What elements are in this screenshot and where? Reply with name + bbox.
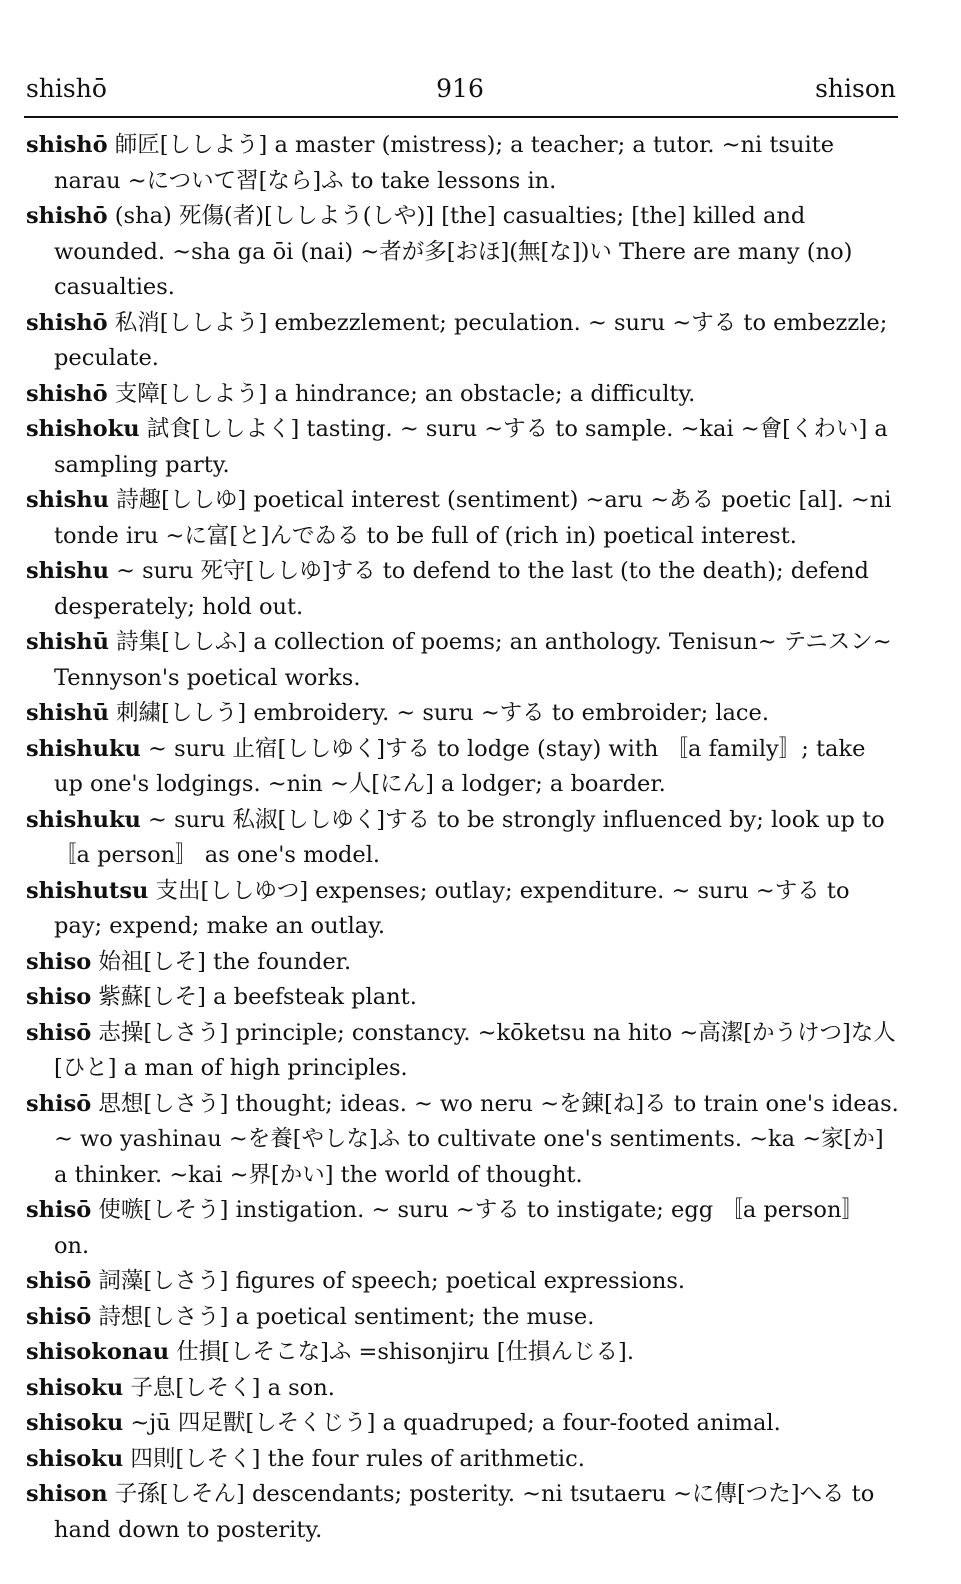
dictionary-entry (26, 1016, 900, 1087)
dictionary-entry (26, 732, 900, 803)
entry-headword: shisoku (26, 1410, 124, 1436)
dictionary-entry (26, 306, 900, 377)
entry-headword: shishu (26, 558, 109, 584)
dictionary-entry (26, 1477, 900, 1548)
dictionary-entry (26, 1087, 900, 1194)
header-first-word: shishō (26, 74, 107, 103)
entry-headword: shisō (26, 1268, 92, 1294)
entry-definition: ~ suru 死守[ししゆ]する to defend to the last (to the death); defend desperately; hold out. (54, 558, 869, 620)
entry-headword: shisokonau (26, 1339, 170, 1365)
entry-definition: 師匠[ししよう] a master (mistress); a teacher; a tutor. ~ni tsuite narau ~について習[なら]ふ to take lessons in. (54, 132, 835, 194)
entry-definition: 始祖[しそ] the founder. (91, 948, 352, 975)
entry-definition: ~jū 四足獸[しそくじう] a quadruped; a four-footed animal. (123, 1410, 781, 1436)
entry-definition: 詩想[しさう] a poetical sentiment; the muse. (91, 1303, 595, 1330)
page-number: 916 (436, 74, 484, 103)
entry-headword: shisō (26, 1197, 92, 1223)
entry-headword: shisō (26, 1303, 92, 1330)
dictionary-entry (26, 483, 900, 554)
entry-definition: 詞藻[しさう] figures of speech; poetical expressions. (91, 1268, 686, 1294)
entry-definition: 使嗾[しそう] instigation. ~ suru ~する to instigate; egg 〚a person〛 on. (54, 1197, 864, 1259)
dictionary-entry (26, 1300, 900, 1336)
header-last-word: shison (815, 74, 896, 103)
entry-definition: 志操[しさう] principle; constancy. ~kōketsu na hito ~高潔[かうけつ]な人[ひと] a man of high principles. (54, 1019, 896, 1081)
entry-definition: 子孫[しそん] descendants; posterity. ~ni tsutaeru ~に傳[つた]へる to hand down to posterity. (54, 1481, 875, 1543)
entry-headword: shishō (26, 309, 108, 336)
header-rule (24, 116, 898, 118)
entry-headword: shisō (26, 1019, 92, 1046)
entry-headword: shishoku (26, 416, 140, 442)
entry-definition: 私消[ししよう] embezzlement; peculation. ~ suru ~する to embezzle; peculate. (54, 309, 888, 371)
dictionary-entry (26, 803, 900, 874)
entry-definition: 支出[ししゆつ] expenses; outlay; expenditure. ~ suru ~する to pay; expend; make an outlay. (54, 877, 850, 939)
entry-definition: 四則[しそく] the four rules of arithmetic. (123, 1445, 585, 1472)
entry-headword: shisoku (26, 1445, 124, 1472)
entry-definition: 紫蘇[しそ] a beefsteak plant. (91, 984, 417, 1010)
entry-headword: shishō (26, 203, 108, 229)
entry-headword: shisoku (26, 1374, 124, 1401)
dictionary-entry (26, 554, 900, 625)
dictionary-entry (26, 945, 900, 981)
entry-definition: ~ suru 止宿[ししゆく]する to lodge (stay) with 〚a family〛; take up one's lodgings. ~nin ~人[にん] a lodger; a boarder. (54, 735, 866, 797)
dictionary-entry (26, 696, 900, 732)
dictionary-entries (26, 128, 900, 1548)
dictionary-entry (26, 1442, 900, 1478)
dictionary-entry (26, 412, 900, 483)
dictionary-entry (26, 980, 900, 1016)
entry-definition: 詩趣[ししゆ] poetical interest (sentiment) ~aru ~ある poetic [al]. ~ni tonde iru ~に富[と]んでゐる to be full of (rich in) poetical interest. (54, 487, 892, 549)
dictionary-entry (26, 1335, 900, 1371)
entry-definition: 試食[ししよく] tasting. ~ suru ~する to sample. ~kai ~會[くわい] a sampling party. (54, 416, 888, 478)
entry-definition: (sha) 死傷(者)[ししよう(しや)] [the] casualties; [the] killed and wounded. ~sha ga ōi (nai) ~者が多[おほ](無[な])い There are many (no) casualties. (54, 203, 853, 300)
entry-headword: shiso (26, 984, 92, 1010)
entry-definition: ~ suru 私淑[ししゆく]する to be strongly influenced by; look up to 〚a person〛 as one's model. (54, 806, 885, 868)
entry-headword: shiso (26, 948, 92, 975)
dictionary-entry (26, 128, 900, 199)
dictionary-entry (26, 625, 900, 696)
entry-headword: shisō (26, 1090, 92, 1117)
dictionary-entry (26, 1371, 900, 1407)
dictionary-entry (26, 1193, 900, 1264)
entry-definition: 子息[しそく] a son. (123, 1374, 335, 1401)
dictionary-entry (26, 377, 900, 413)
entry-headword: shishu (26, 487, 109, 513)
entry-definition: 詩集[ししふ] a collection of poems; an anthology. Tenisun~ テニスン~ Tennyson's poetical works. (54, 629, 892, 691)
entry-headword: shison (26, 1481, 108, 1507)
page-header (24, 74, 896, 114)
entry-headword: shishutsu (26, 877, 149, 904)
entry-headword: shishō (26, 132, 108, 158)
entry-definition: 刺繍[ししう] embroidery. ~ suru ~する to embroider; lace. (108, 700, 770, 726)
entry-definition: 思想[しさう] thought; ideas. ~ wo neru ~を錬[ね]る to train one's ideas. ~ wo yashinau ~を養[やしな]ふ to cultivate one's sentiments. ~ka ~家[か] a thinker. ~kai ~界[かい] the world of thought. (54, 1090, 899, 1188)
entry-definition: 仕損[しそこな]ふ =shisonjiru [仕損んじる]. (169, 1339, 634, 1365)
dictionary-entry (26, 1406, 900, 1442)
entry-definition: 支障[ししよう] a hindrance; an obstacle; a difficulty. (107, 380, 696, 407)
dictionary-entry (26, 874, 900, 945)
dictionary-entry (26, 199, 900, 306)
entry-headword: shishuku (26, 735, 141, 762)
entry-headword: shishō (26, 380, 108, 407)
dictionary-entry (26, 1264, 900, 1300)
entry-headword: shishū (26, 700, 109, 726)
entry-headword: shishū (26, 629, 109, 655)
entry-headword: shishuku (26, 806, 141, 833)
